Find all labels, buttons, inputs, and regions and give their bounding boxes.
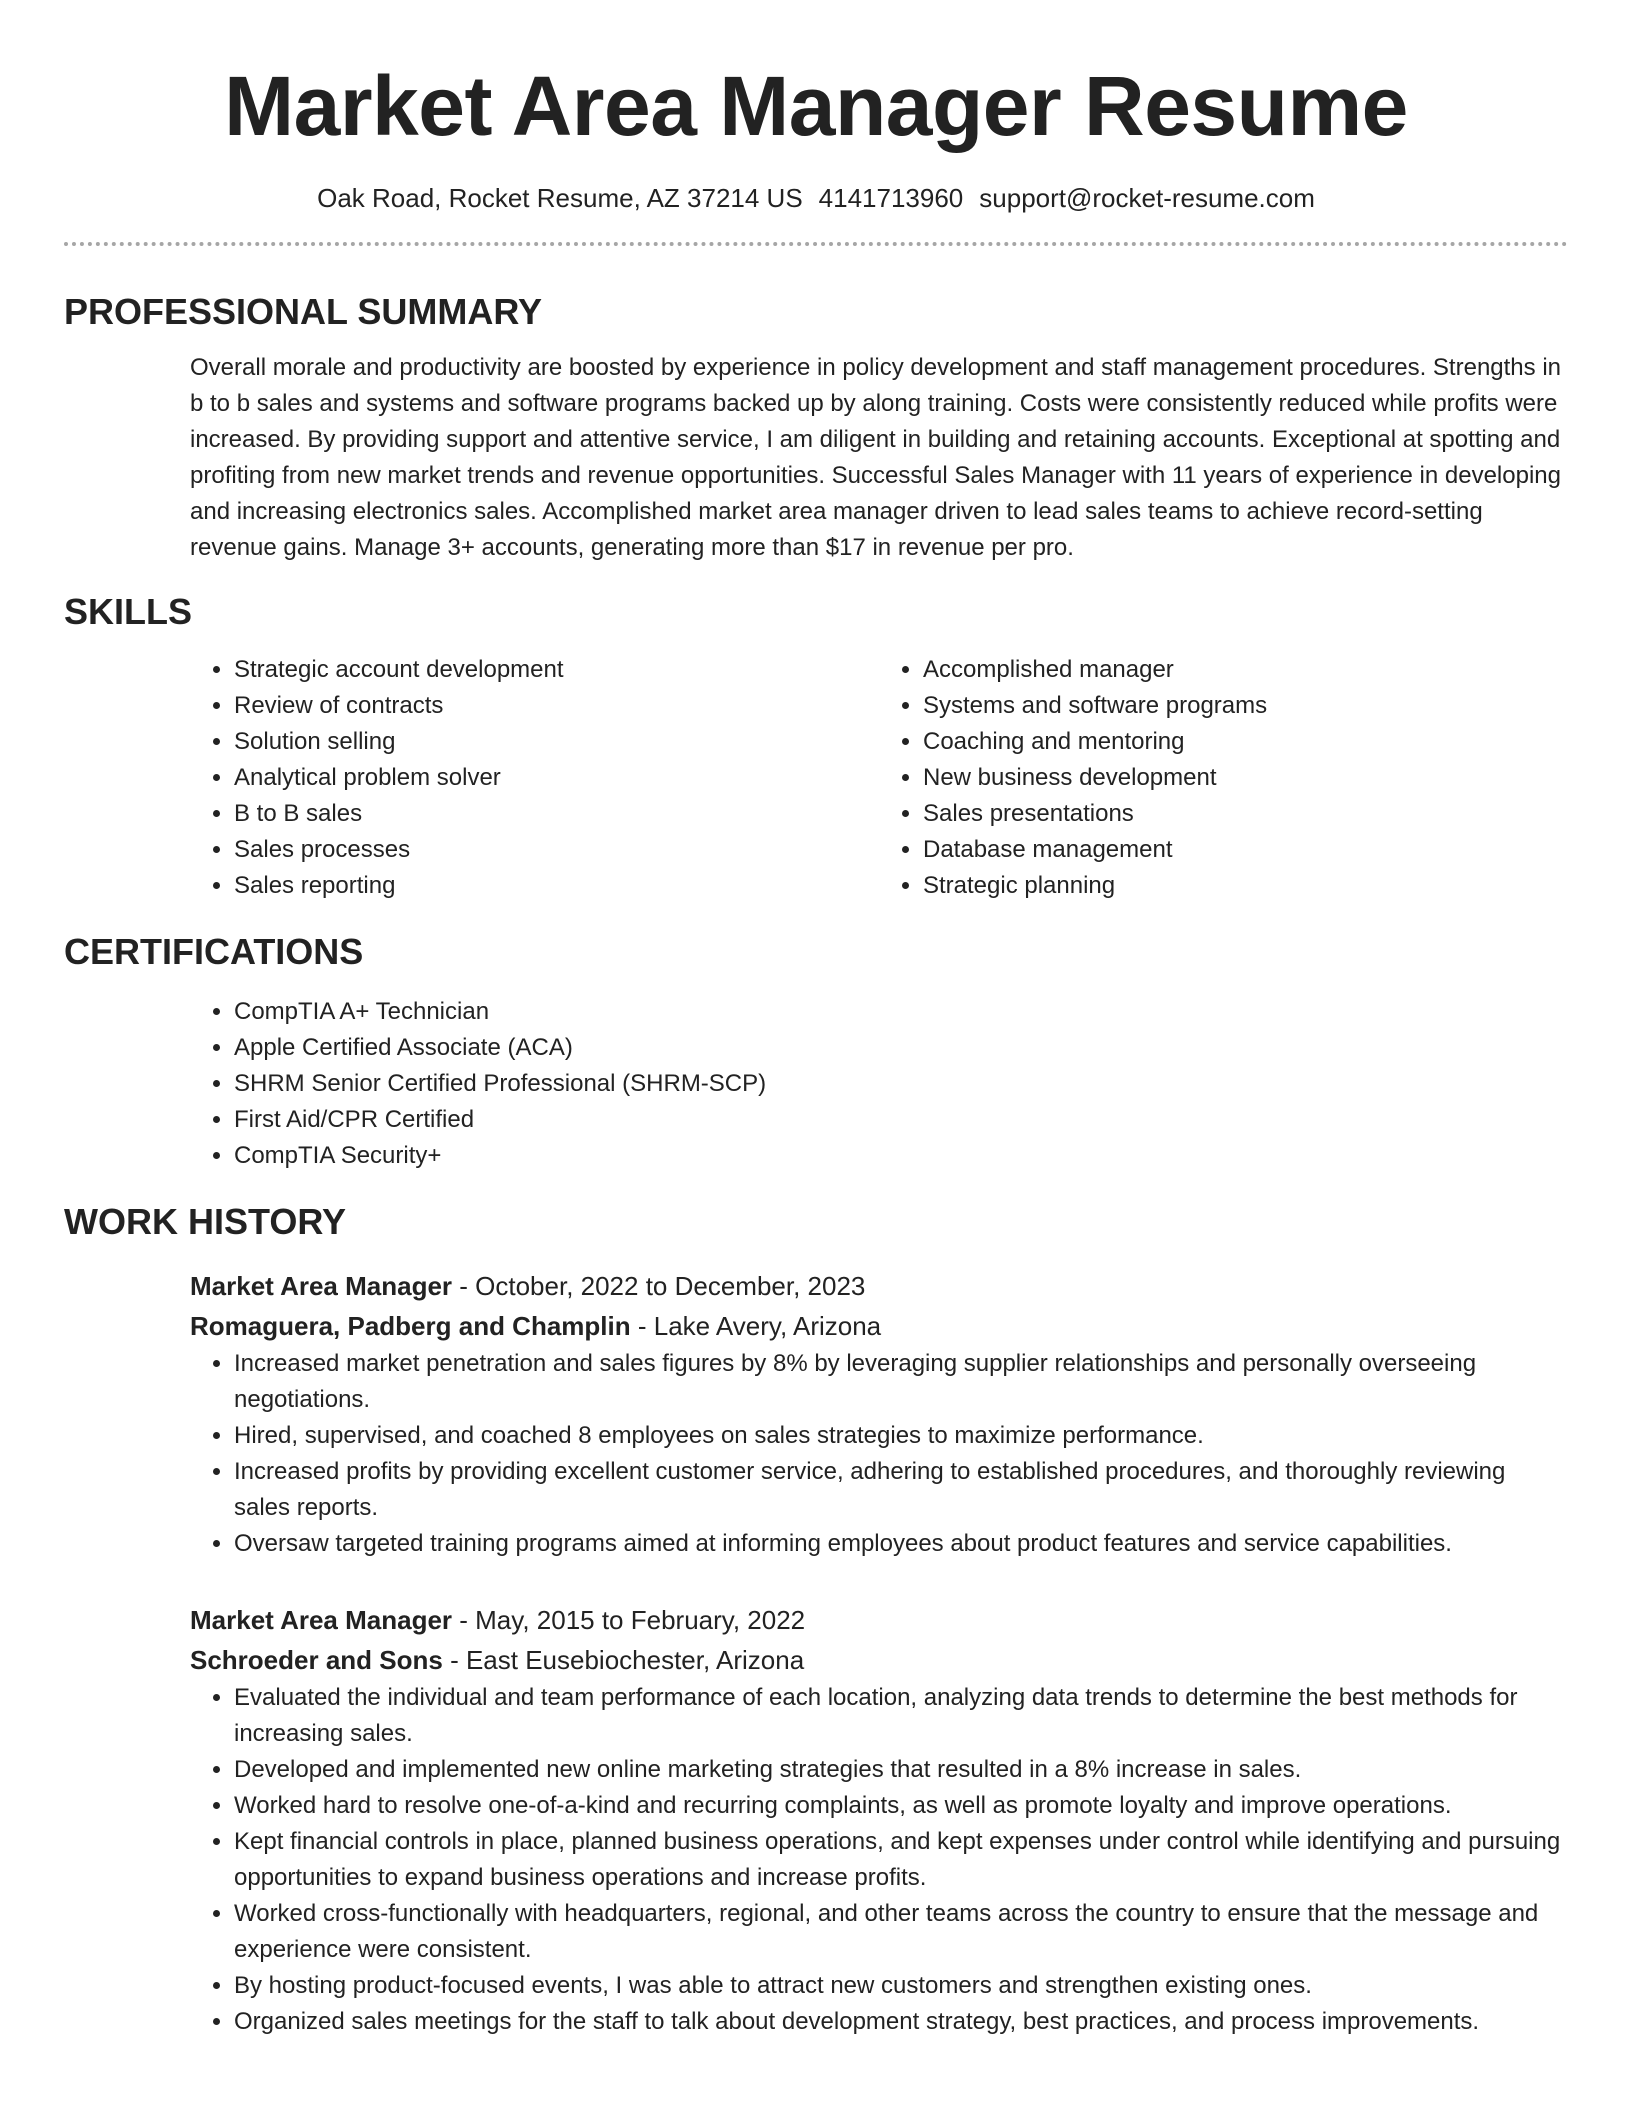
- list-item: • Worked cross-functionally with headquarters, regional, and other teams across the country to ensure that the message and experience were consistent.: [234, 1896, 1568, 1968]
- certifications-list: [190, 994, 1568, 1174]
- list-item: • Systems and software programs: [923, 688, 1568, 724]
- list-item: • Worked hard to resolve one-of-a-kind and recurring complaints, as well as promote loyalty and improve operations.: [234, 1788, 1568, 1824]
- list-item: • Solution selling: [234, 724, 879, 760]
- job-company-line: [190, 1306, 1568, 1346]
- contact-email: support@rocket-resume.com: [979, 183, 1315, 213]
- list-item: • Kept financial controls in place, planned business operations, and kept expenses under control while identifying and pursuing opportunities to expand business operations and increase profits.: [234, 1824, 1568, 1896]
- list-item: • Accomplished manager: [923, 652, 1568, 688]
- list-item: • B to B sales: [234, 796, 879, 832]
- job-title-line: [190, 1266, 1568, 1306]
- job-dates: - October, 2022 to December, 2023: [452, 1271, 866, 1301]
- list-item: • SHRM Senior Certified Professional (SHRM-SCP): [234, 1066, 1568, 1102]
- job-dates: - May, 2015 to February, 2022: [452, 1605, 806, 1635]
- list-item: • Increased profits by providing excellent customer service, adhering to established procedures, and thoroughly reviewing sales reports.: [234, 1454, 1568, 1526]
- job-entry: [190, 1600, 1568, 2040]
- list-item: • CompTIA Security+: [234, 1138, 1568, 1174]
- job-company: Schroeder and Sons: [190, 1645, 443, 1675]
- skills-columns: [190, 652, 1568, 904]
- certifications-block: [190, 994, 1568, 1174]
- contact-address: Oak Road, Rocket Resume, AZ 37214 US: [317, 183, 803, 213]
- list-item: • Evaluated the individual and team performance of each location, analyzing data trends to determine the best methods for increasing sales.: [234, 1680, 1568, 1752]
- list-item: • Apple Certified Associate (ACA): [234, 1030, 1568, 1066]
- list-item: • Increased market penetration and sales figures by 8% by leveraging supplier relationships and personally overseeing negotiations.: [234, 1346, 1568, 1418]
- list-item: • Hired, supervised, and coached 8 employees on sales strategies to maximize performance.: [234, 1418, 1568, 1454]
- list-item: • CompTIA A+ Technician: [234, 994, 1568, 1030]
- list-item: • Oversaw targeted training programs aimed at informing employees about product features and service capabilities.: [234, 1526, 1568, 1562]
- contact-phone: 4141713960: [818, 183, 964, 213]
- skills-list-left: [190, 652, 879, 904]
- job-company: Romaguera, Padberg and Champlin: [190, 1311, 631, 1341]
- job-title-line: [190, 1600, 1568, 1640]
- section-title-summary: PROFESSIONAL SUMMARY: [64, 291, 543, 332]
- list-item: • Analytical problem solver: [234, 760, 879, 796]
- job-location: - East Eusebiochester, Arizona: [442, 1645, 805, 1675]
- list-item: • New business development: [923, 760, 1568, 796]
- section-title-certifications: CERTIFICATIONS: [64, 931, 364, 972]
- job-role: Market Area Manager: [190, 1605, 453, 1635]
- contact-info: [64, 182, 1568, 214]
- list-item: • Sales processes: [234, 832, 879, 868]
- job-entry: [190, 1266, 1568, 1562]
- section-title-work-history: WORK HISTORY: [64, 1201, 347, 1242]
- job-bullets: [190, 1680, 1568, 2040]
- list-item: • Coaching and mentoring: [923, 724, 1568, 760]
- list-item: • Sales reporting: [234, 868, 879, 904]
- list-item: • Sales presentations: [923, 796, 1568, 832]
- job-company-line: [190, 1640, 1568, 1680]
- list-item: • By hosting product-focused events, I was able to attract new customers and strengthen existing ones.: [234, 1968, 1568, 2004]
- list-item: • First Aid/CPR Certified: [234, 1102, 1568, 1138]
- resume-title: Market Area Manager Resume: [224, 59, 1408, 153]
- skills-list-right: [879, 652, 1568, 904]
- list-item: • Developed and implemented new online marketing strategies that resulted in a 8% increase in sales.: [234, 1752, 1568, 1788]
- header-divider: [64, 242, 1568, 246]
- list-item: • Strategic planning: [923, 868, 1568, 904]
- list-item: • Organized sales meetings for the staff to talk about development strategy, best practices, and process improvements.: [234, 2004, 1568, 2040]
- list-item: • Review of contracts: [234, 688, 879, 724]
- job-role: Market Area Manager: [190, 1271, 453, 1301]
- list-item: • Database management: [923, 832, 1568, 868]
- summary-text: Overall morale and productivity are boosted by experience in policy development and staff management procedures. Strengths in b to b sales and systems and software programs backed up by along training. Costs were consistently reduced while profits were increased. By providing support and attentive service, I am diligent in building and retaining accounts. Exceptional at spotting and profiting from new market trends and revenue opportunities. Successful Sales Manager with 11 years of experience in developing and increasing electronics sales. Accomplished market area manager driven to lead sales teams to achieve record-setting revenue gains. Manage 3+ accounts, generating more than $17 in revenue per pro.: [190, 354, 1561, 561]
- job-location: - Lake Avery, Arizona: [630, 1311, 882, 1341]
- job-bullets: [190, 1346, 1568, 1562]
- list-item: • Strategic account development: [234, 652, 879, 688]
- section-title-skills: SKILLS: [64, 591, 193, 632]
